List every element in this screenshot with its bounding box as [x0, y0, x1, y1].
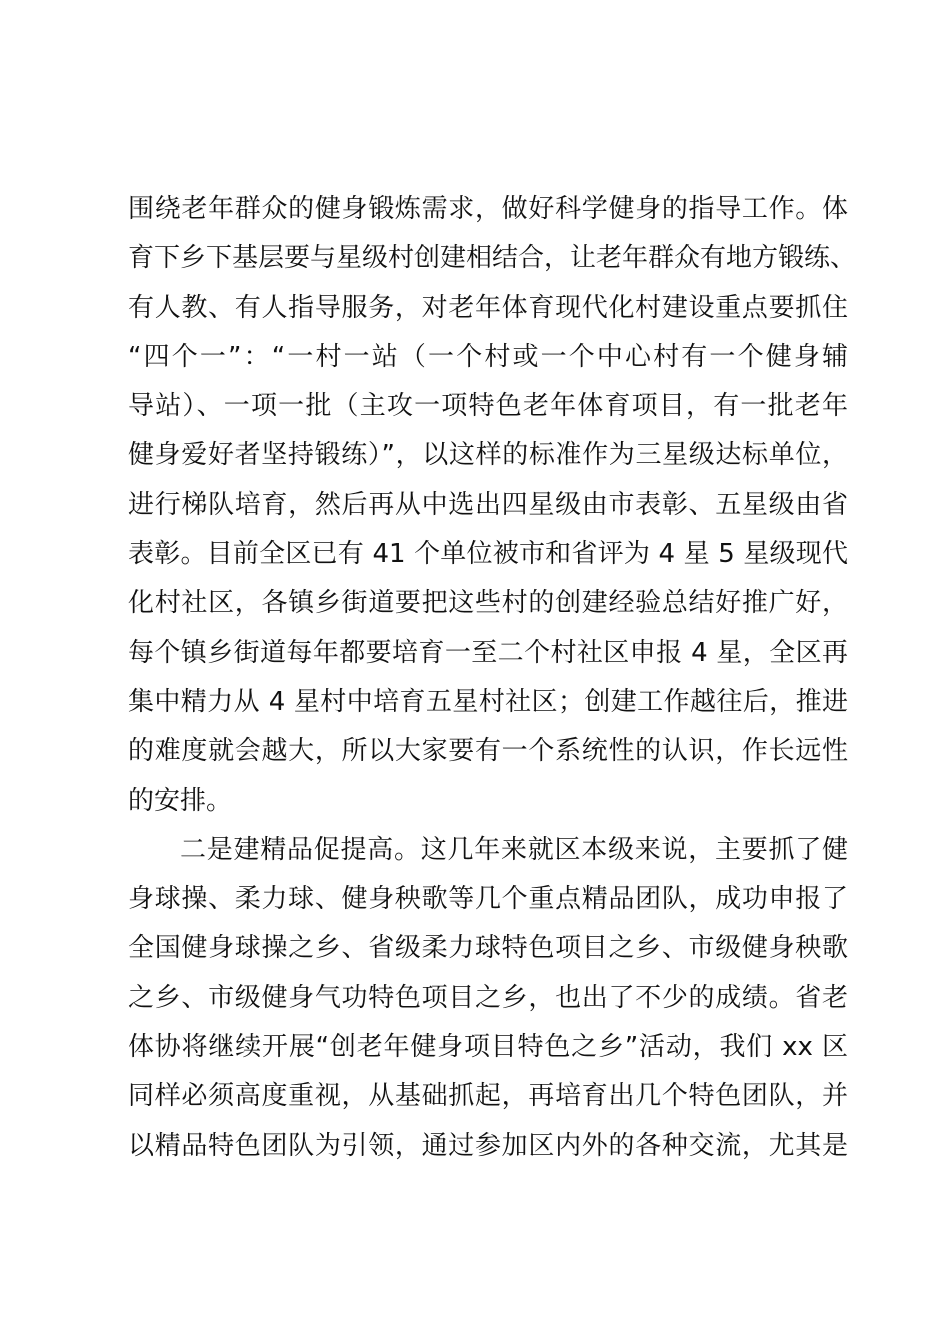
text-line: 表彰。目前全区已有 41 个单位被市和省评为 4 星 5 星级现代 [128, 539, 848, 570]
text-line: 身球操、柔力球、健身秧歌等几个重点精品团队，成功申报了 [128, 884, 848, 915]
text-line: 有人教、有人指导服务，对老年体育现代化村建设重点要抓住 [128, 292, 848, 323]
paragraph-first-line: 二是建精品促提高。这几年来就区本级来说，主要抓了健 [180, 834, 848, 865]
text-line: 之乡、市级健身气功特色项目之乡，也出了不少的成绩。省老 [128, 982, 848, 1013]
text-line: 每个镇乡街道每年都要培育一至二个村社区申报 4 星，全区再 [128, 637, 848, 668]
text-line: 围绕老年群众的健身锻炼需求，做好科学健身的指导工作。体 [128, 194, 848, 224]
text-line: 育下乡下基层要与星级村创建相结合，让老年群众有地方锻练、 [128, 243, 857, 274]
text-line: 全国健身球操之乡、省级柔力球特色项目之乡、市级健身秧歌 [128, 933, 848, 964]
text-line: 体协将继续开展“创老年健身项目特色之乡”活动，我们 xx 区 [128, 1032, 848, 1063]
text-line: 集中精力从 4 星村中培育五星村社区；创建工作越往后，推进 [128, 686, 848, 717]
body-text [128, 185, 857, 1171]
text-line: 健身爱好者坚持锻练）”，以这样的标准作为三星级达标单位， [128, 440, 848, 471]
text-line: 以精品特色团队为引领，通过参加区内外的各种交流，尤其是 [128, 1130, 848, 1161]
text-line: 化村社区，各镇乡街道要把这些村的创建经验总结好推广好， [128, 588, 848, 619]
text-line: 的难度就会越大，所以大家要有一个系统性的认识，作长远性 [128, 736, 848, 767]
text-line: “四个一”：“一村一站（一个村或一个中心村有一个健身辅 [128, 341, 848, 372]
text-line: 进行梯队培育，然后再从中选出四星级由市表彰、五星级由省 [128, 489, 848, 520]
text-line: 的安排。 [128, 785, 233, 816]
text-line: 同样必须高度重视，从基础抓起，再培育出几个特色团队，并 [128, 1081, 848, 1112]
text-line: 导站）、一项一批（主攻一项特色老年体育项目，有一批老年 [128, 391, 848, 422]
